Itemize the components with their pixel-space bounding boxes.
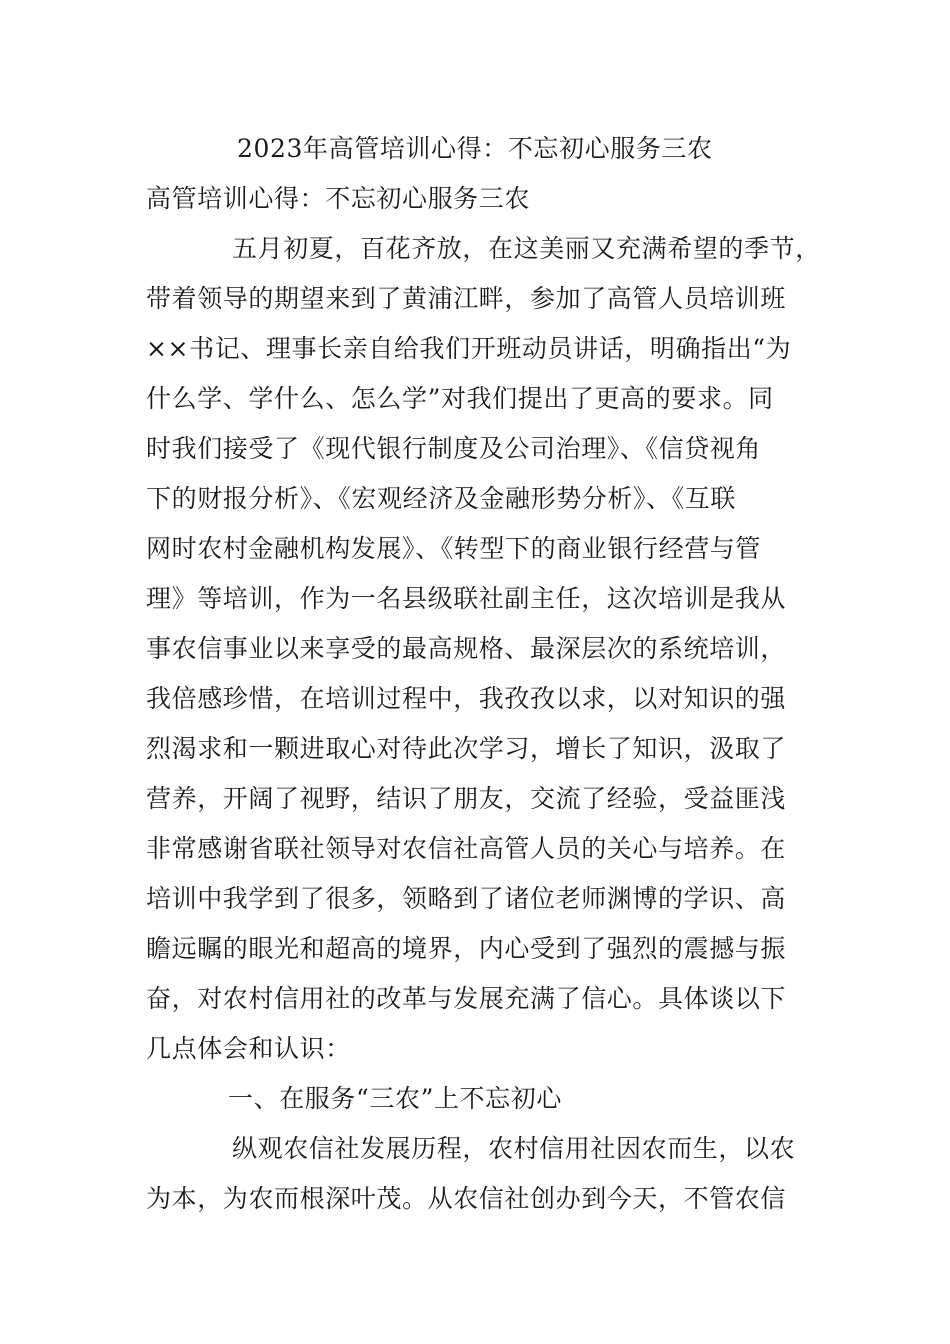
paragraph-line: 瞻远瞩的眼光和超高的境界，内心受到了强烈的震撼与振: [146, 934, 787, 963]
paragraph-line: 网时农村金融机构发展》、《转型下的商业银行经营与管: [146, 534, 762, 563]
paragraph-line: 带着领导的期望来到了黄浦江畔，参加了高管人员培训班: [146, 284, 787, 313]
paragraph-line: 营养，开阔了视野，结识了朋友，交流了经验，受益匪浅: [146, 784, 787, 813]
paragraph-line: 理》等培训，作为一名县级联社副主任，这次培训是我从: [146, 584, 787, 613]
paragraph-line: 什么学、学什么、怎么学”对我们提出了更高的要求。同: [146, 384, 774, 413]
paragraph-line: 五月初夏，百花齐放，在这美丽又充满希望的季节，: [232, 234, 821, 263]
paragraph-line: 纵观农信社发展历程，农村信用社因农而生，以农: [232, 1134, 796, 1163]
paragraph-line: 我倍感珍惜，在培训过程中，我孜孜以求，以对知识的强: [146, 684, 787, 713]
paragraph-line: 非常感谢省联社领导对农信社高管人员的关心与培养。在: [146, 834, 787, 863]
section-heading: 一、在服务“三农”上不忘初心: [228, 1084, 562, 1113]
paragraph-line: 时我们接受了《现代银行制度及公司治理》、《信贷视角: [146, 434, 762, 463]
paragraph-line: 烈渴求和一颗进取心对待此次学习，增长了知识，汲取了: [146, 734, 787, 763]
paragraph-line: 几点体会和认识：: [146, 1034, 351, 1063]
paragraph-line: 培训中我学到了很多，领略到了诸位老师渊博的学识、高: [146, 884, 787, 913]
document-title: 2023年高管培训心得：不忘初心服务三农: [237, 134, 713, 163]
document-subtitle: 高管培训心得：不忘初心服务三农: [146, 184, 531, 213]
paragraph-line: 下的财报分析》、《宏观经济及金融形势分析》、《互联: [146, 484, 737, 513]
paragraph-line: 事农信事业以来享受的最高规格、最深层次的系统培训，: [146, 634, 787, 663]
paragraph-line: 奋，对农村信用社的改革与发展充满了信心。具体谈以下: [146, 984, 787, 1013]
paragraph-line: 为本，为农而根深叶茂。从农信社创办到今天，不管农信: [146, 1184, 787, 1213]
paragraph-line: ××书记、理事长亲自给我们开班动员讲话，明确指出“为: [146, 334, 792, 363]
